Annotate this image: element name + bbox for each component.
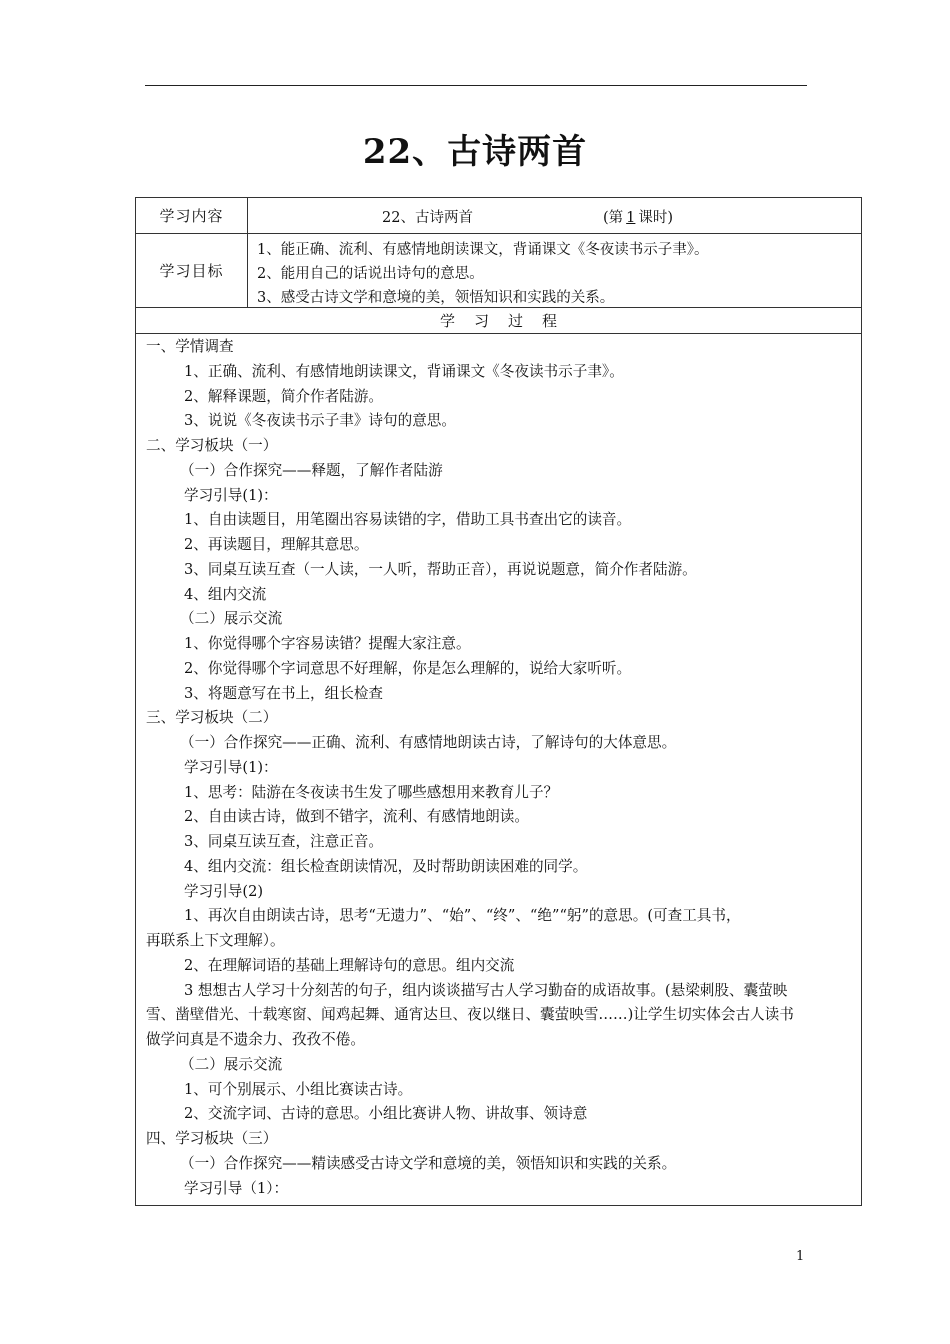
row-learning-goals xyxy=(136,233,861,308)
lesson-table xyxy=(135,197,862,1206)
process-line: 一、学情调查 xyxy=(146,338,234,355)
row-learning-content xyxy=(136,198,861,234)
goal-item: 1、能正确、流利、有感情地朗读课文，背诵课文《冬夜读书示子聿》。 xyxy=(257,242,709,258)
process-line-text: 3 想想古人学习十分刻苦的句子，组内谈谈描写古人学习勤奋的成语故事。(悬梁刺股、囊萤映 xyxy=(184,981,788,999)
class-period xyxy=(603,206,673,227)
content-title: 22、古诗两首 xyxy=(382,210,473,226)
page-title: 22、古诗两首 xyxy=(362,132,588,172)
page-number: 1 xyxy=(796,1249,805,1264)
process-line-continuation: 做学问真是不遗余力、孜孜不倦。 xyxy=(146,1031,365,1048)
process-line-continuation: 雪、凿壁借光、十载寒窗、闻鸡起舞、通宵达旦、夜以继日、囊萤映雪……)让学生切实体会古人读书 xyxy=(146,1006,794,1024)
process-line: （二）展示交流 xyxy=(180,1055,283,1073)
process-line: （二）展示交流 xyxy=(180,610,283,628)
header-rule xyxy=(145,85,807,86)
label-learning-content: 学习内容 xyxy=(136,198,248,233)
process-line: 学习引导(1)： xyxy=(184,758,278,776)
process-line: 学习引导(2) xyxy=(184,882,264,900)
process-line: （一）合作探究——释题，了解作者陆游 xyxy=(180,461,443,479)
process-line: 1、思考：陆游在冬夜读书生发了哪些感想用来教育儿子？ xyxy=(184,783,559,801)
process-line: 4、组内交流：组长检查朗读情况，及时帮助朗读困难的同学。 xyxy=(184,857,588,875)
process-line: 1、正确、流利、有感情地朗读课文，背诵课文《冬夜读书示子聿》。 xyxy=(184,362,624,380)
process-line: 1、可个别展示、小组比赛读古诗。 xyxy=(184,1080,413,1098)
value-learning-content xyxy=(248,198,861,233)
period-prefix: (第 xyxy=(603,210,624,226)
process-line: （一）合作探究——正确、流利、有感情地朗读古诗，了解诗句的大体意思。 xyxy=(180,734,677,751)
period-suffix: 课时) xyxy=(638,210,674,226)
row-process-header xyxy=(136,307,861,334)
process-line: 三、学习板块（二） xyxy=(146,709,278,727)
period-number: 1 xyxy=(626,210,636,226)
process-line: 1、自由读题目，用笔圈出容易读错的字，借助工具书查出它的读音。 xyxy=(184,511,632,529)
label-learning-goals: 学习目标 xyxy=(136,233,248,307)
process-line xyxy=(142,904,855,954)
process-line: （一）合作探究——精读感受古诗文学和意境的美，领悟知识和实践的关系。 xyxy=(180,1154,677,1172)
value-learning-goals xyxy=(248,233,861,307)
process-line: 4、组内交流 xyxy=(184,585,267,603)
process-line: 2、自由读古诗，做到不错字，流利、有感情地朗读。 xyxy=(184,808,529,826)
process-line: 3、将题意写在书上，组长检查 xyxy=(184,684,384,702)
process-line-continuation: 再联系上下文理解）。 xyxy=(146,932,285,949)
process-line: 3、说说《冬夜读书示子聿》诗句的意思。 xyxy=(184,412,456,430)
process-line: 2、再读题目，理解其意思。 xyxy=(184,536,369,553)
process-line: 1、你觉得哪个字容易读错？提醒大家注意。 xyxy=(184,635,471,652)
process-line: 3、同桌互读互查，注意正音。 xyxy=(184,833,384,850)
process-line: 3、同桌互读互查（一人读，一人听，帮助正音），再说说题意，简介作者陆游。 xyxy=(184,560,697,578)
process-line: 学习引导(1)： xyxy=(184,486,278,504)
process-line: 四、学习板块（三） xyxy=(146,1130,278,1147)
process-line: 学习引导（1）： xyxy=(184,1179,289,1197)
process-line: 2、解释课题，简介作者陆游。 xyxy=(184,387,384,405)
goal-item: 3、感受古诗文学和意境的美，领悟知识和实践的关系。 xyxy=(257,290,615,306)
process-line: 2、你觉得哪个字词意思不好理解，你是怎么理解的，说给大家听听。 xyxy=(184,659,632,677)
process-header: 学习过程 xyxy=(439,312,576,330)
process-line: 2、交流字词、古诗的意思。小组比赛讲人物、讲故事、领诗意 xyxy=(184,1105,588,1123)
process-line: 2、在理解词语的基础上理解诗句的意思。组内交流 xyxy=(184,956,515,974)
goal-item: 2、能用自己的话说出诗句的意思。 xyxy=(257,266,484,282)
process-line-text: 1、再次自由朗读古诗，思考“无遗力”、“始”、“终”、“绝”“躬”的意思。(可查工具书， xyxy=(184,907,741,925)
process-line: 二、学习板块（一） xyxy=(146,437,278,454)
process-line xyxy=(142,979,855,1053)
process-body xyxy=(136,335,861,1201)
